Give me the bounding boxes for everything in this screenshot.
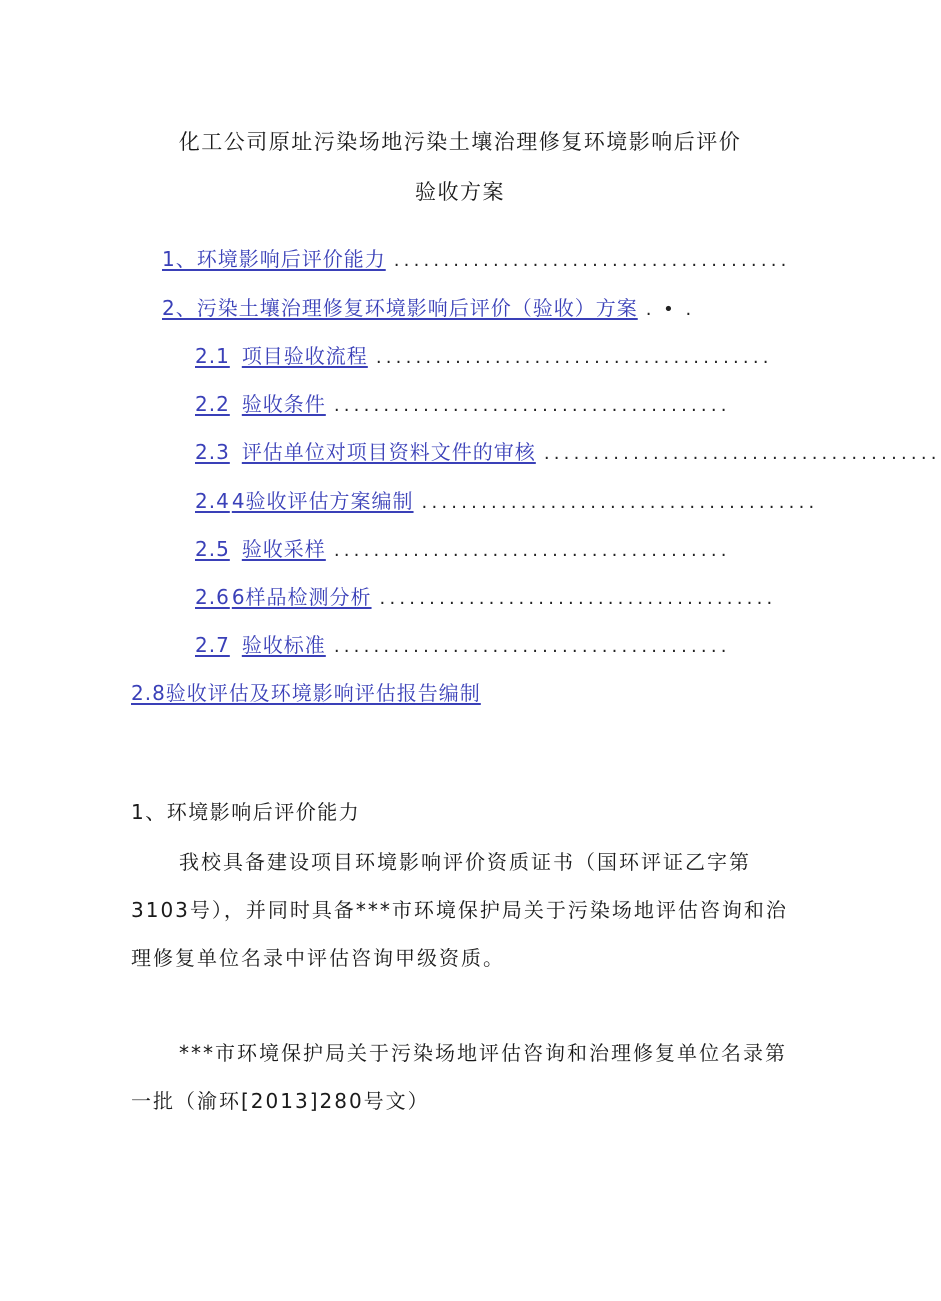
- toc-label: 6样品检测分析: [231, 585, 372, 609]
- toc-link-2[interactable]: 2、污染土壤治理修复环境影响后评价（验收）方案: [162, 296, 638, 320]
- toc-item-2-6: [195, 582, 777, 612]
- toc-item-1: [162, 244, 791, 274]
- toc-number: 2.3: [195, 440, 230, 464]
- toc-link-2-2[interactable]: [195, 389, 326, 419]
- toc-label: 验收采样: [241, 537, 326, 561]
- toc-item-2-3: [195, 437, 941, 467]
- toc-leader: ........................................: [333, 395, 731, 416]
- toc-number: 2.1: [195, 344, 230, 368]
- toc-item-2-8: [131, 678, 750, 708]
- toc-link-1[interactable]: 1、环境影响后评价能力: [162, 247, 386, 271]
- toc-label: 验收标准: [241, 633, 326, 657]
- toc-number: 2.2: [195, 392, 230, 416]
- toc-item-2-4: [195, 486, 819, 516]
- body-paragraph: 我校具备建设项目环境影响评价资质证书（国环评证乙字第3103号），并同时具备***市环境保护局关于污染场地评估咨询和治理修复单位名录中评估咨询甲级资质。: [131, 850, 788, 970]
- toc-item-2-1: [195, 341, 773, 371]
- toc-number: 2.6: [195, 585, 230, 609]
- toc-label: 项目验收流程: [241, 344, 368, 368]
- toc-link-2-3[interactable]: [195, 437, 536, 467]
- toc-label: 评估单位对项目资料文件的审核: [241, 440, 536, 464]
- toc-item-2-5: [195, 534, 750, 564]
- toc-item-2-7: [195, 630, 750, 660]
- body-paragraph: ***市环境保护局关于污染场地评估咨询和治理修复单位名录第一批（渝环[2013]280号文）: [131, 1041, 787, 1113]
- toc-link-2-6[interactable]: [195, 582, 372, 612]
- toc-leader: ........................................: [333, 636, 731, 657]
- toc-label: 4验收评估方案编制: [231, 489, 414, 513]
- document-title: 化工公司原址污染场地污染土壤治理修复环境影响后评价: [178, 130, 742, 154]
- toc-number: 2.5: [195, 537, 230, 561]
- toc-link-2-5[interactable]: [195, 534, 326, 564]
- section-heading: 1、环境影响后评价能力: [131, 800, 361, 824]
- toc-item-2: [162, 293, 750, 323]
- toc-leader: ........................................: [421, 492, 819, 513]
- toc-item-2-2: [195, 389, 750, 419]
- toc-leader: ........................................: [375, 347, 773, 368]
- toc-leader: ........................................: [543, 443, 941, 464]
- toc-link-2-4[interactable]: [195, 486, 414, 516]
- toc-link-2-7[interactable]: [195, 630, 326, 660]
- toc-link-2-1[interactable]: [195, 341, 368, 371]
- toc-leader: . • .: [645, 299, 695, 320]
- toc-leader: ........................................: [333, 540, 731, 561]
- document-subtitle: 验收方案: [415, 180, 505, 204]
- toc-link-2-8[interactable]: 2.8验收评估及环境影响评估报告编制: [131, 681, 481, 705]
- toc-leader: ........................................: [379, 588, 777, 609]
- toc-label: 验收条件: [241, 392, 326, 416]
- toc-number: 2.4: [195, 489, 230, 513]
- toc-number: 2.7: [195, 633, 230, 657]
- toc-leader: ........................................: [393, 250, 791, 271]
